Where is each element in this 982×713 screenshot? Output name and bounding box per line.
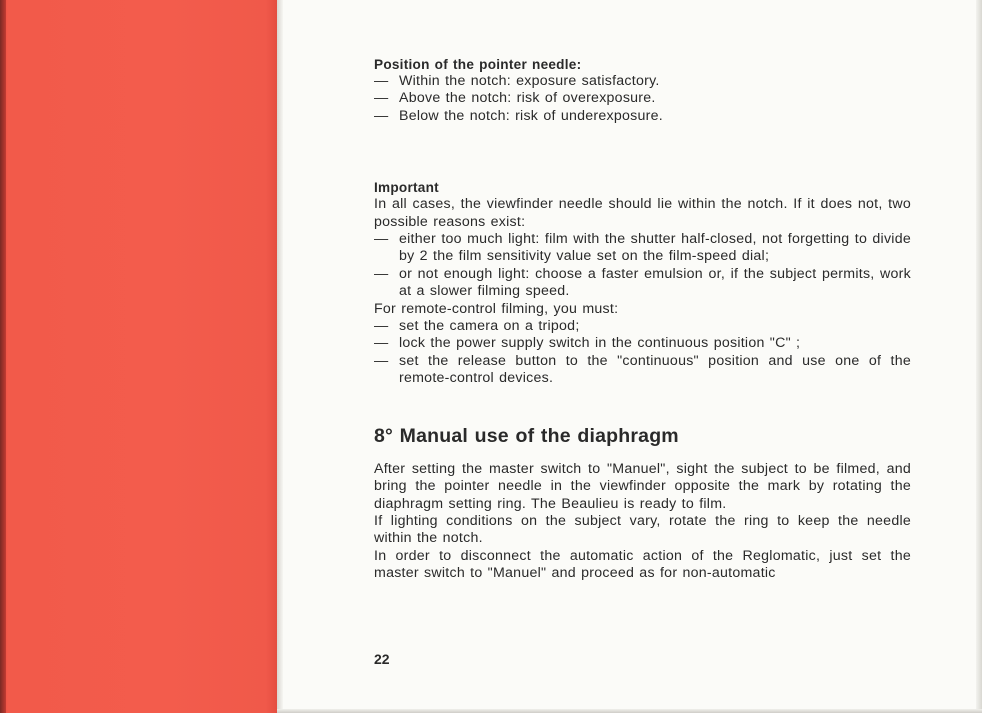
reason-text: or not enough light: choose a faster emulsion or, if the subject permits, work at a slower filming speed. [399,265,911,300]
pointer-item-text: Within the notch: exposure satisfactory. [399,73,660,89]
section-8 [374,424,911,583]
section-paragraph: If lighting conditions on the subject vary, rotate the ring to keep the needle within the notch. [374,512,911,547]
important-heading: Important [374,180,439,196]
page-right-edge [976,0,982,713]
remote-intro: For remote-control filming, you must: [374,300,619,317]
section-title: 8° Manual use of the diaphragm [374,424,679,447]
page-text [374,56,911,583]
reason-item [374,231,911,266]
dash-mark: — [374,73,389,89]
remote-step-text: lock the power supply switch in the continuous position "C" ; [399,335,801,352]
page-gutter [277,0,283,713]
binding-shadow [0,0,6,713]
pointer-item [374,73,911,90]
page-bottom-edge [277,709,982,713]
pointer-section [374,56,911,125]
remote-step [374,335,911,352]
dash-mark: — [374,231,389,248]
dash-mark: — [374,352,389,369]
page-number: 22 [374,651,390,667]
dash-mark: — [374,90,389,107]
remote-step-text: set the camera on a tripod; [399,318,580,335]
dash-mark: — [374,107,389,124]
remote-step-text: set the release button to the "continuous" position and use one of the remote-control devices. [399,352,911,387]
dash-mark: — [374,318,389,335]
section-paragraph: After setting the master switch to "Manuel", sight the subject to be filmed, and bring the pointer needle in the viewfinder opposite the mark by rotating the diaphragm setting ring. The Beaulieu is ready to film. [374,460,911,512]
reason-item [374,266,911,301]
remote-step [374,353,911,388]
dash-mark: — [374,335,389,352]
dash-mark: — [374,265,389,282]
section-paragraph: In order to disconnect the automatic action of the Reglomatic, just set the master switch to "Manuel" and proceed as for non-automatic [374,547,911,582]
pointer-item [374,90,911,107]
important-section [374,179,911,387]
reason-text: either too much light: film with the shutter half-closed, not forgetting to divide by 2 the film sensitivity value set on the film-speed dial; [399,231,911,265]
pointer-heading: Position of the pointer needle: [374,57,582,72]
pointer-item [374,108,911,125]
pointer-item-text: Above the notch: risk of overexposure. [399,90,656,107]
important-intro: In all cases, the viewfinder needle should lie within the notch. If it does not, two possible reasons exist: [374,196,911,230]
remote-step [374,318,911,335]
red-cover-edge [0,0,277,713]
pointer-item-text: Below the notch: risk of underexposure. [399,107,663,124]
